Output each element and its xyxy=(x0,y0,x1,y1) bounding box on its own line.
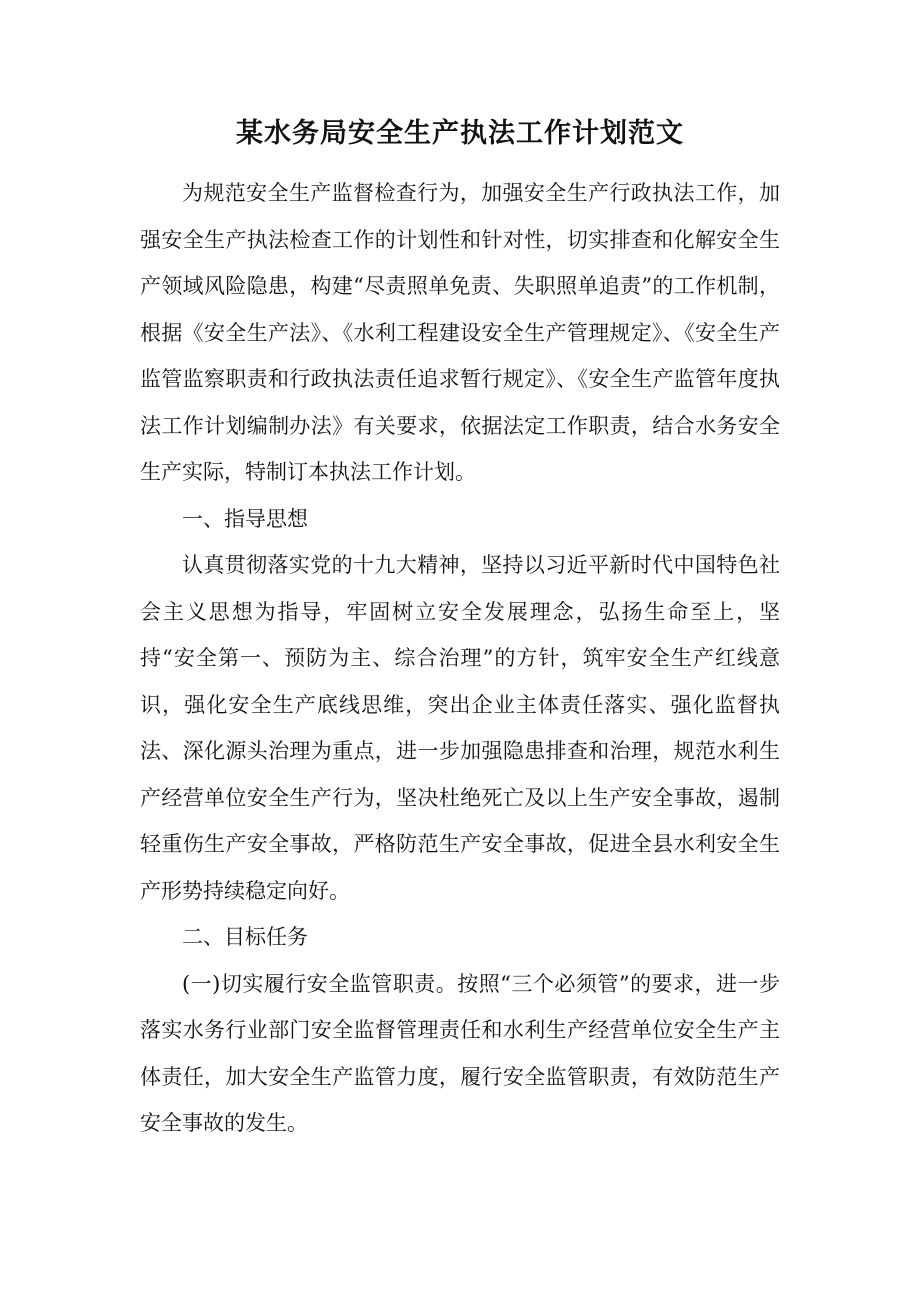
document-body xyxy=(140,170,780,1147)
section-heading-guiding-ideology: 一、指导思想 xyxy=(182,506,308,531)
guiding-ideology-paragraph: 认真贯彻落实党的十九大精神，坚持以习近平新时代中国特色社会主义思想为指导，牢固树立安全发展理念，弘扬生命至上，坚持“安全第一、预防为主、综合治理”的方针，筑牢安全生产红线意识，强化安全生产底线思维，突出企业主体责任落实、强化监督执法、深化源头治理为重点，进一步加强隐患排查和治理，规范水利生产经营单位安全生产行为，坚决杜绝死亡及以上生产安全事故，遏制轻重伤生产安全事故，严格防范生产安全事故，促进全县水利安全生产形势持续稳定向好。 xyxy=(140,553,780,903)
document-title: 某水务局安全生产执法工作计划范文 xyxy=(236,118,684,149)
intro-paragraph: 为规范安全生产监督检查行为，加强安全生产行政执法工作，加强安全生产执法检查工作的计划性和针对性，切实排查和化解安全生产领域风险隐患，构建“尽责照单免责、失职照单追责”的工作机制，根据《安全生产法》、《水利工程建设安全生产管理规定》、《安全生产监管监察职责和行政执法责任追求暂行规定》、《安全生产监管年度执法工作计划编制办法》有关要求，依据法定工作职责，结合水务安全生产实际，特制订本执法工作计划。 xyxy=(140,181,780,484)
section-heading-objectives: 二、目标任务 xyxy=(182,925,308,949)
objectives-item-1-paragraph: (一)切实履行安全监管职责。按照“三个必须管”的要求，进一步落实水务行业部门安全监督管理责任和水利生产经营单位安全生产主体责任，加大安全生产监管力度，履行安全监管职责，有效防范生产安全事故的发生。 xyxy=(140,971,780,1135)
